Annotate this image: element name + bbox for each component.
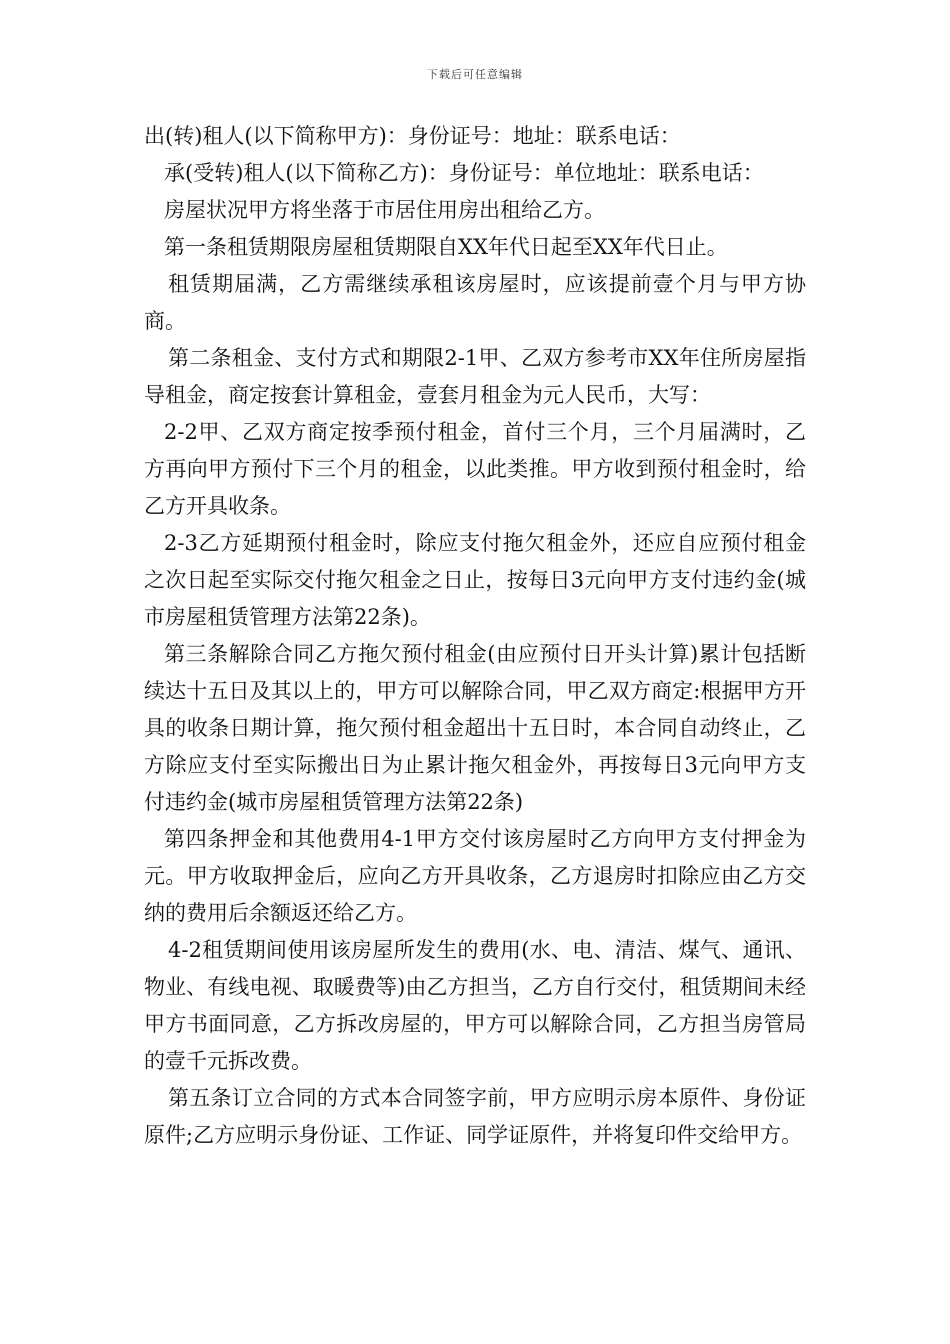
paragraph-article-3-termination: 第三条解除合同乙方拖欠预付租金(由应预付日开头计算)累计包括断续达十五日及其以上的，甲方可以解除合同，甲乙双方商定:根据甲方开具的收条日期计算，拖欠预付租金超出十五日时，本合同自动终止，乙方除应支付至实际搬出日为止累计拖欠租金外，再按每日3元向甲方支付违约金(城市房屋租赁管理方法第22条)	[144, 642, 806, 814]
paragraph-lessor-info: 出(转)租人(以下简称甲方)：身份证号：地址：联系电话：	[144, 124, 681, 148]
paragraph-article-1-term: 第一条租赁期限房屋租赁期限自XX年代日起至XX年代日止。	[164, 235, 728, 259]
paragraph-article-4-deposit: 第四条押金和其他费用4-1甲方交付该房屋时乙方向甲方支付押金为元。甲方收取押金后，应向乙方开具收条，乙方退房时扣除应由乙方交纳的费用后余额返还给乙方。	[144, 827, 806, 925]
page-header-note: 下载后可任意编辑	[427, 68, 523, 81]
paragraph-lessee-info: 承(受转)租人(以下简称乙方)：身份证号：单位地址：联系电话：	[164, 161, 764, 185]
paragraph-property-status: 房屋状况甲方将坐落于市居住用房出租给乙方。	[164, 198, 605, 222]
paragraph-article-2-rent: 第二条租金、支付方式和期限2-1甲、乙双方参考市XX年住所房屋指导租金，商定按套计算租金，壹套月租金为元人民币，大写：	[144, 346, 806, 407]
paragraph-term-renewal: 租赁期届满，乙方需继续承租该房屋时，应该提前壹个月与甲方协商。	[144, 272, 806, 333]
paragraph-clause-4-2: 4-2租赁期间使用该房屋所发生的费用(水、电、清洁、煤气、通讯、物业、有线电视、取暖费等)由乙方担当，乙方自行交付，租赁期间未经甲方书面同意，乙方拆改房屋的，甲方可以解除合同，乙方担当房管局的壹千元拆改费。	[144, 938, 806, 1073]
document-body	[144, 118, 806, 1154]
paragraph-clause-2-2: 2-2甲、乙双方商定按季预付租金，首付三个月，三个月届满时，乙方再向甲方预付下三个月的租金，以此类推。甲方收到预付租金时，给乙方开具收条。	[144, 420, 806, 518]
paragraph-clause-2-3: 2-3乙方延期预付租金时，除应支付拖欠租金外，还应自应预付租金之次日起至实际交付拖欠租金之日止，按每日3元向甲方支付违约金(城市房屋租赁管理方法第22条)。	[144, 531, 806, 629]
paragraph-article-5-signing: 第五条订立合同的方式本合同签字前，甲方应明示房本原件、身份证原件;乙方应明示身份证、工作证、同学证原件，并将复印件交给甲方。	[144, 1086, 806, 1147]
